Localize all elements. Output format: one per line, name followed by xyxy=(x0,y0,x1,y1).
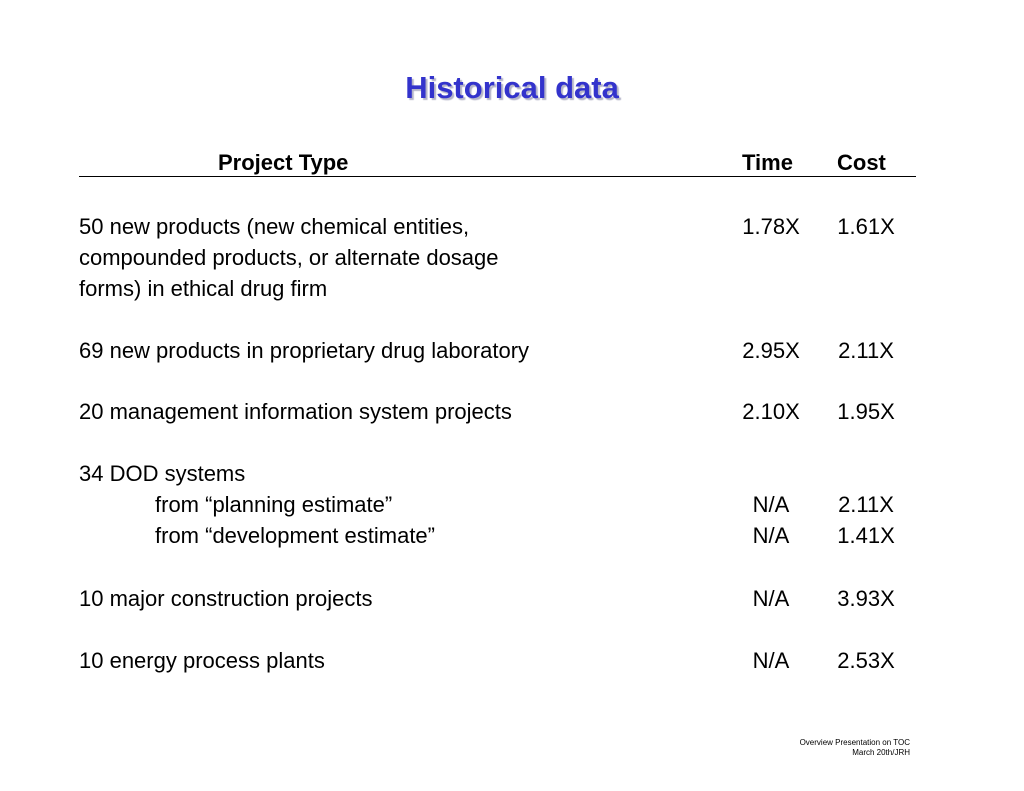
subrow-label: from “planning estimate” xyxy=(155,492,393,517)
cost-value: 1.61X xyxy=(837,214,895,239)
footer-line: March 20th/JRH xyxy=(852,748,910,757)
project-type-line: 20 management information system projects xyxy=(79,399,512,424)
cost-value: 2.11X xyxy=(838,492,894,517)
footer-line: Overview Presentation on TOC xyxy=(799,738,910,747)
column-header-project-type: Project Type xyxy=(218,150,349,175)
project-type-line: 34 DOD systems xyxy=(79,461,246,486)
time-value: 1.78X xyxy=(742,214,800,239)
time-value: N/A xyxy=(752,492,790,517)
cost-value: 1.41X xyxy=(837,523,895,548)
subrow-label: from “development estimate” xyxy=(155,523,435,548)
cost-value: 2.53X xyxy=(837,648,895,673)
cost-value: 2.11X xyxy=(838,338,894,363)
project-type-line: 69 new products in proprietary drug laboratory xyxy=(79,338,530,363)
time-value: 2.10X xyxy=(742,399,800,424)
column-header-cost: Cost xyxy=(837,150,886,175)
time-value: 2.95X xyxy=(742,338,800,363)
project-type-line: 10 major construction projects xyxy=(79,586,373,611)
page-title: Historical data xyxy=(405,70,619,105)
time-value: N/A xyxy=(752,648,790,673)
project-type-line: compounded products, or alternate dosage xyxy=(79,245,499,270)
project-type-line: 50 new products (new chemical entities, xyxy=(79,214,470,239)
header-underline xyxy=(79,176,916,177)
project-type-line: 10 energy process plants xyxy=(79,648,325,673)
column-header-time: Time xyxy=(742,150,793,175)
project-type-line: forms) in ethical drug firm xyxy=(79,276,328,301)
time-value: N/A xyxy=(752,523,790,548)
slide-footer xyxy=(800,738,910,758)
cost-value: 1.95X xyxy=(837,399,895,424)
cost-value: 3.93X xyxy=(837,586,895,611)
time-value: N/A xyxy=(752,586,790,611)
